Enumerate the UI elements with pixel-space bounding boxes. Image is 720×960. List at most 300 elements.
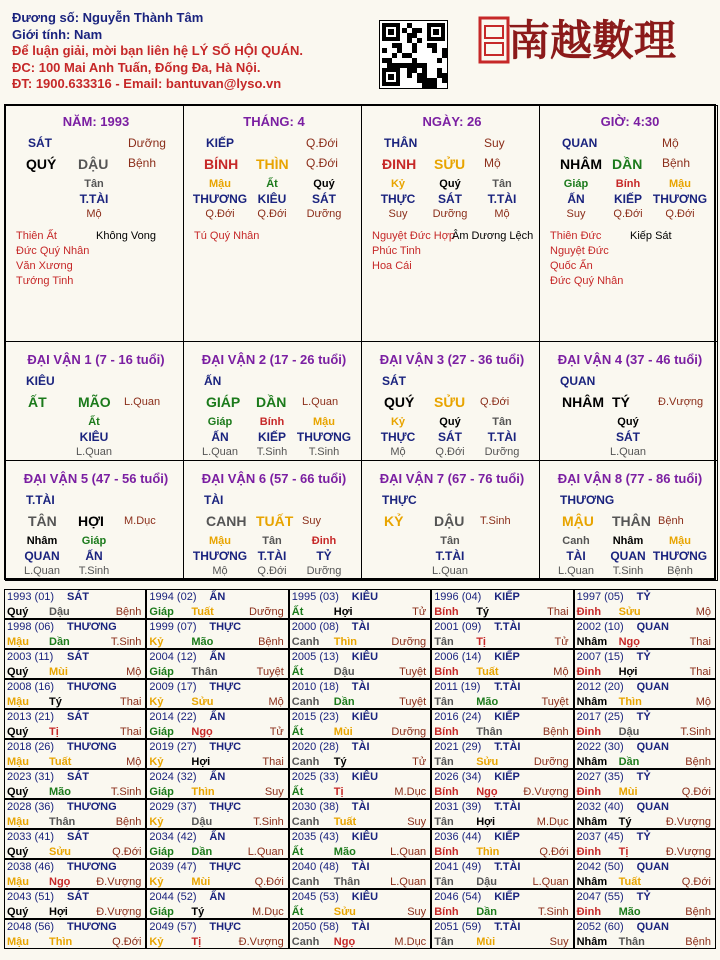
hidden-god: KIÊU [79, 430, 109, 444]
annual-branch: Dậu [333, 666, 355, 678]
hidden-god: THƯƠNG [192, 192, 248, 206]
annual-branch: Hợi [191, 756, 211, 768]
hidden-stage: L.Quan [201, 446, 239, 458]
year-age: 2030 (38) [291, 801, 339, 813]
annual-god: SÁT [67, 591, 89, 603]
gender: Giới tính: Nam [12, 26, 103, 42]
hidden-stem: Giáp [207, 416, 233, 428]
annual-stage: Q.Đới [539, 846, 569, 858]
pillar-title: GIỜ: 4:30 [600, 114, 660, 129]
annual-stem: Giáp [149, 786, 174, 798]
annual-cell [4, 679, 146, 709]
year-age: 2026 (34) [434, 771, 482, 783]
annual-branch: Mùi [618, 786, 638, 798]
hidden-stage: Q.Đới [665, 208, 695, 220]
hidden-stem: Mậu [669, 535, 691, 547]
heavenly-stem: KỶ [384, 513, 404, 529]
annual-god: TỶ [636, 711, 651, 723]
annual-stage: Tử [412, 606, 427, 618]
annual-branch: Thân [476, 726, 503, 738]
dai-van-8 [539, 460, 718, 581]
earthly-branch: DẦN [612, 156, 643, 172]
annual-cell [289, 709, 431, 739]
hidden-god: KIÊU [257, 192, 287, 206]
annual-branch: Thìn [191, 786, 215, 798]
address: ĐC: 100 Mai Anh Tuấn, Đống Đa, Hà Nội. [12, 59, 261, 75]
pillar-title: NGÀY: 26 [422, 114, 482, 129]
heavenly-stem: ĐINH [382, 156, 417, 172]
stage: Bệnh [662, 156, 691, 170]
annual-stem: Tân [434, 636, 454, 648]
earthly-branch: SỬU [434, 394, 466, 410]
stage: Mộ [662, 136, 679, 150]
annual-cell [146, 889, 288, 919]
earthly-branch: HỢI [78, 513, 104, 529]
annual-branch: Hợi [618, 666, 638, 678]
annual-god: KIÊU [351, 771, 379, 783]
hidden-god: TỶ [316, 549, 332, 563]
stage: Mộ [484, 156, 501, 170]
hidden-god: SÁT [438, 192, 462, 206]
annual-cell [146, 649, 288, 679]
annual-stage: Tử [269, 726, 284, 738]
annual-god: THỰC [209, 861, 242, 873]
stage: Bệnh [658, 515, 684, 527]
heavenly-stem: NHÂM [560, 156, 602, 172]
year-age: 2052 (60) [576, 921, 624, 933]
hidden-stem: Kỷ [390, 416, 406, 428]
annual-cell [289, 829, 431, 859]
heavenly-stem: NHÂM [562, 394, 604, 410]
annual-branch: Tuất [333, 816, 357, 828]
annual-god: THƯƠNG [67, 861, 117, 873]
annual-stage: L.Quan [532, 876, 569, 888]
annual-stage: Tuyệt [399, 696, 427, 708]
pillar-4 [539, 105, 718, 342]
hidden-stem: Quý [313, 178, 335, 190]
annual-stem: Tân [434, 696, 454, 708]
annual-cell [4, 739, 146, 769]
year-age: 2014 (22) [149, 711, 197, 723]
year-age: 1994 (02) [149, 591, 197, 603]
star: Tướng Tinh [16, 275, 74, 287]
annual-stage: Bệnh [685, 906, 711, 918]
year-age: 2015 (23) [291, 711, 339, 723]
year-age: 2001 (09) [434, 621, 482, 633]
annual-stem: Mậu [7, 876, 29, 888]
annual-cell [289, 679, 431, 709]
hidden-god: THƯƠNG [652, 192, 708, 206]
year-age: 2024 (32) [149, 771, 197, 783]
annual-cell [574, 859, 716, 889]
annual-luck-grid [4, 589, 716, 949]
annual-stem: Bính [434, 786, 459, 798]
heavenly-stem: GIÁP [206, 394, 241, 410]
annual-branch: Sửu [333, 906, 356, 918]
earthly-branch: DẬU [78, 156, 109, 172]
annual-stem: Canh [291, 756, 320, 768]
star: Thiên Đức [550, 230, 602, 242]
annual-stem: Đinh [576, 666, 602, 678]
hidden-stem: Mậu [669, 178, 691, 190]
year-age: 1996 (04) [434, 591, 482, 603]
annual-stage: Suy [264, 786, 284, 798]
annual-cell [4, 919, 146, 949]
heavenly-stem: QUÝ [384, 394, 415, 410]
dai-van-6 [183, 460, 362, 581]
heavenly-stem: MẬU [562, 513, 594, 529]
dai-van-title: ĐẠI VẬN 6 (57 - 66 tuổi) [201, 471, 347, 486]
stage: Q.Đới [306, 136, 338, 150]
annual-branch: Thân [191, 666, 218, 678]
hidden-stage: L.Quan [23, 565, 61, 577]
annual-god: THƯƠNG [67, 741, 117, 753]
annual-stage: Thai [119, 696, 142, 708]
annual-branch: Mão [49, 786, 71, 798]
ten-god: QUAN [560, 374, 596, 388]
annual-branch: Sửu [476, 756, 499, 768]
annual-cell [574, 769, 716, 799]
hidden-stage: Q.Đới [205, 208, 235, 220]
hidden-stem: Giáp [563, 178, 589, 190]
annual-stage: Bệnh [115, 606, 142, 618]
year-age: 1993 (01) [7, 591, 55, 603]
annual-god: SÁT [67, 651, 89, 663]
annual-branch: Dậu [618, 726, 640, 738]
dai-van-2 [183, 341, 362, 461]
annual-stage: Bệnh [542, 726, 569, 738]
annual-stem: Canh [291, 636, 320, 648]
annual-branch: Ngọ [49, 876, 71, 888]
annual-stage: Dưỡng [391, 636, 427, 648]
annual-god: T.TÀI [494, 741, 521, 753]
year-age: 2033 (41) [7, 831, 55, 843]
annual-god: THƯƠNG [67, 621, 117, 633]
star: Quốc Ấn [550, 260, 593, 272]
hidden-god: SÁT [438, 430, 462, 444]
annual-stem: Nhâm [576, 876, 608, 888]
annual-branch: Tuất [476, 666, 499, 678]
annual-god: THỰC [209, 681, 242, 693]
annual-stage: Mộ [695, 696, 711, 708]
hidden-god: THỰC [380, 192, 416, 206]
phone-email[interactable]: ĐT: 1900.633316 - Email: bantuvan@lyso.vn [12, 76, 282, 91]
annual-stem: Bính [434, 606, 459, 618]
annual-stem: Giáp [149, 906, 174, 918]
annual-branch: Tý [333, 756, 347, 768]
annual-stem: Quý [7, 846, 29, 858]
annual-stem: Kỷ [149, 756, 164, 768]
annual-branch: Mùi [191, 876, 211, 888]
stage: Suy [484, 136, 505, 150]
annual-stem: Canh [291, 876, 320, 888]
annual-stage: L.Quan [390, 876, 427, 888]
ten-god: T.TÀI [26, 493, 55, 507]
annual-stem: Ất [291, 606, 304, 618]
hidden-stem: Tân [84, 178, 104, 190]
annual-stem: Nhâm [576, 816, 608, 828]
dai-van-title: ĐẠI VẬN 3 (27 - 36 tuổi) [379, 352, 525, 367]
annual-branch: Tị [333, 786, 344, 798]
annual-god: THỰC [209, 621, 242, 633]
star: Phúc Tinh [372, 245, 421, 257]
annual-stage: Bệnh [685, 756, 711, 768]
annual-branch: Hợi [333, 606, 353, 618]
heavenly-stem: CANH [206, 513, 247, 529]
annual-branch: Thân [49, 816, 76, 828]
annual-stage: T.Sinh [538, 906, 569, 918]
hidden-stem: Ất [266, 178, 278, 190]
qr-code-icon[interactable] [379, 20, 448, 89]
annual-branch: Tý [49, 696, 62, 708]
annual-stage: Mộ [553, 666, 569, 678]
annual-stage: M.Dục [394, 786, 427, 798]
hidden-god: THƯƠNG [652, 549, 708, 563]
annual-branch: Thân [333, 876, 361, 888]
stage: Q.Đới [306, 156, 338, 170]
star: Thiên Ất [16, 230, 57, 242]
owner-name: Đương số: Nguyễn Thành Tâm [12, 10, 204, 25]
star: Đức Quý Nhân [16, 245, 90, 257]
annual-cell [431, 589, 573, 619]
earthly-branch: DẬU [434, 513, 465, 529]
hidden-stage: Q.Đới [613, 208, 643, 220]
ten-god: ẤN [204, 374, 222, 388]
annual-cell [289, 799, 431, 829]
hidden-stem: Quý [439, 178, 461, 190]
annual-god: KIÊU [351, 831, 379, 843]
stage: T.Sinh [480, 515, 511, 527]
annual-cell [431, 709, 573, 739]
annual-branch: Dần [191, 846, 213, 858]
annual-cell [574, 679, 716, 709]
annual-stage: Tuyệt [256, 666, 284, 678]
dai-van-title: ĐẠI VẬN 2 (17 - 26 tuổi) [201, 352, 347, 367]
annual-branch: Tị [476, 636, 486, 648]
year-age: 2009 (17) [149, 681, 197, 693]
annual-god: TỶ [636, 771, 651, 783]
heavenly-stem: BÍNH [204, 156, 239, 172]
year-age: 2012 (20) [576, 681, 624, 693]
hidden-stem: Tân [492, 178, 512, 190]
annual-branch: Thìn [476, 846, 500, 858]
annual-god: T.TÀI [494, 861, 521, 873]
annual-god: KIẾP [494, 651, 520, 663]
annual-stage: Đ.Vượng [523, 786, 569, 798]
year-age: 2034 (42) [149, 831, 197, 843]
year-age: 2044 (52) [149, 891, 197, 903]
annual-cell [289, 919, 431, 949]
annual-god: TỶ [636, 831, 651, 843]
annual-god: TÀI [351, 741, 370, 753]
annual-cell [431, 799, 573, 829]
hidden-stage: Q.Đới [435, 446, 465, 458]
dai-van-7 [361, 460, 540, 581]
annual-stage: T.Sinh [680, 726, 711, 738]
hidden-stage: Dưỡng [484, 446, 520, 458]
year-age: 2036 (44) [434, 831, 482, 843]
dai-van-title: ĐẠI VẬN 8 (77 - 86 tuổi) [557, 471, 703, 486]
year-age: 2048 (56) [7, 921, 55, 933]
annual-stem: Ất [291, 666, 304, 678]
annual-god: TỶ [636, 891, 651, 903]
year-age: 2019 (27) [149, 741, 197, 753]
annual-cell [289, 649, 431, 679]
annual-branch: Dậu [191, 816, 213, 828]
header-block [12, 10, 303, 93]
annual-stem: Kỷ [149, 876, 164, 888]
annual-stage: L.Quan [390, 846, 427, 858]
annual-cell [4, 889, 146, 919]
annual-stem: Đinh [576, 786, 602, 798]
hidden-god: T.TÀI [435, 549, 465, 563]
annual-god: T.TÀI [494, 621, 521, 633]
annual-branch: Tý [191, 906, 205, 918]
annual-stem: Bính [434, 906, 459, 918]
annual-god: ẤN [209, 651, 226, 663]
year-age: 2021 (29) [434, 741, 482, 753]
annual-stem: Bính [434, 846, 459, 858]
hidden-god: TÀI [566, 549, 586, 563]
year-age: 2049 (57) [149, 921, 197, 933]
year-age: 1995 (03) [291, 591, 339, 603]
annual-stem: Mậu [7, 816, 29, 828]
annual-stage: Tuyệt [399, 666, 427, 678]
earthly-branch: THÂN [612, 513, 651, 529]
annual-god: KIẾP [494, 891, 520, 903]
annual-stem: Kỷ [149, 936, 164, 948]
annual-god: ẤN [209, 831, 226, 843]
annual-stem: Đinh [576, 846, 602, 858]
annual-god: KIÊU [351, 591, 379, 603]
annual-stage: Q.Đới [254, 876, 284, 888]
hidden-god: SÁT [616, 430, 640, 444]
annual-stem: Kỷ [149, 816, 164, 828]
annual-stage: T.Sinh [110, 636, 142, 648]
annual-cell [289, 619, 431, 649]
annual-stem: Tân [434, 876, 454, 888]
hidden-god: ẤN [567, 192, 585, 206]
hidden-stem: Đinh [311, 535, 337, 547]
annual-god: QUAN [636, 921, 669, 933]
earthly-branch: DẦN [256, 394, 287, 410]
annual-branch: Mão [333, 846, 356, 858]
hidden-stage: T.Sinh [612, 565, 644, 577]
annual-cell [574, 919, 716, 949]
annual-stage: Mộ [268, 696, 284, 708]
annual-cell [431, 859, 573, 889]
ten-god: KIẾP [206, 136, 235, 150]
heavenly-stem: ẤT [28, 394, 47, 410]
annual-god: KIÊU [351, 891, 379, 903]
annual-stem: Nhâm [576, 756, 608, 768]
hidden-stage: Bệnh [667, 565, 693, 577]
hidden-god: QUAN [610, 549, 646, 563]
hidden-god: THƯƠNG [192, 549, 248, 563]
annual-stem: Bính [434, 666, 459, 678]
annual-stage: Q.Đới [681, 876, 711, 888]
annual-cell [289, 739, 431, 769]
hidden-stem: Bính [615, 178, 641, 190]
year-age: 2050 (58) [291, 921, 339, 933]
year-age: 2005 (13) [291, 651, 339, 663]
annual-god: TÀI [351, 621, 370, 633]
annual-god: TỶ [636, 591, 651, 603]
hidden-stem: Giáp [81, 535, 107, 547]
annual-stage: Đ.Vượng [96, 876, 142, 888]
annual-god: ẤN [209, 771, 226, 783]
annual-cell [4, 709, 146, 739]
annual-stem: Đinh [576, 726, 602, 738]
year-age: 2023 (31) [7, 771, 55, 783]
hidden-stem: Nhâm [26, 535, 58, 547]
annual-god: THƯƠNG [67, 681, 117, 693]
annual-god: ẤN [209, 711, 226, 723]
hidden-stem: Mậu [209, 178, 231, 190]
star: Đức Quý Nhân [550, 275, 624, 287]
earthly-branch: SỬU [434, 156, 466, 172]
annual-stage: Bệnh [115, 816, 142, 828]
annual-stem: Nhâm [576, 936, 608, 948]
annual-cell [431, 769, 573, 799]
annual-stem: Quý [7, 786, 29, 798]
annual-branch: Ngọ [191, 726, 213, 738]
annual-branch: Ngọ [476, 786, 498, 798]
year-age: 2018 (26) [7, 741, 55, 753]
year-age: 2000 (08) [291, 621, 339, 633]
annual-cell [4, 859, 146, 889]
annual-branch: Mão [476, 696, 499, 708]
annual-cell [146, 709, 288, 739]
star: Nguyệt Đức Hợp [372, 230, 456, 242]
annual-stem: Quý [7, 606, 29, 618]
annual-cell [289, 769, 431, 799]
annual-cell [146, 589, 288, 619]
hidden-stage: L.Quan [431, 565, 469, 577]
logo-text: 南越數理 [508, 16, 677, 65]
year-age: 2043 (51) [7, 891, 55, 903]
star: Hoa Cái [372, 260, 412, 272]
annual-cell [574, 739, 716, 769]
hidden-stem: Quý [439, 416, 461, 428]
heavenly-stem: QUÝ [26, 156, 57, 172]
annual-stage: Đ.Vượng [238, 936, 284, 948]
annual-cell [431, 739, 573, 769]
star: Không Vong [96, 230, 156, 242]
hidden-stage: Q.Đới [257, 565, 287, 577]
year-age: 2004 (12) [149, 651, 197, 663]
ten-god: KIÊU [26, 374, 55, 388]
annual-god: KIẾP [494, 771, 520, 783]
year-age: 2037 (45) [576, 831, 624, 843]
annual-branch: Tuất [49, 756, 72, 768]
annual-stem: Nhâm [576, 636, 608, 648]
annual-god: T.TÀI [494, 801, 521, 813]
annual-cell [146, 799, 288, 829]
hidden-stem: Kỷ [390, 178, 406, 190]
hidden-stage: Mộ [494, 208, 510, 220]
hidden-stage: L.Quan [609, 446, 647, 458]
star: Âm Dương Lệch [452, 230, 534, 242]
annual-branch: Tị [191, 936, 202, 948]
year-age: 2007 (15) [576, 651, 624, 663]
annual-stem: Mậu [7, 936, 29, 948]
annual-branch: Thìn [618, 696, 642, 708]
hidden-stem: Canh [562, 535, 590, 547]
annual-god: QUAN [636, 861, 669, 873]
annual-stage: Suy [407, 816, 427, 828]
annual-branch: Tý [618, 816, 632, 828]
